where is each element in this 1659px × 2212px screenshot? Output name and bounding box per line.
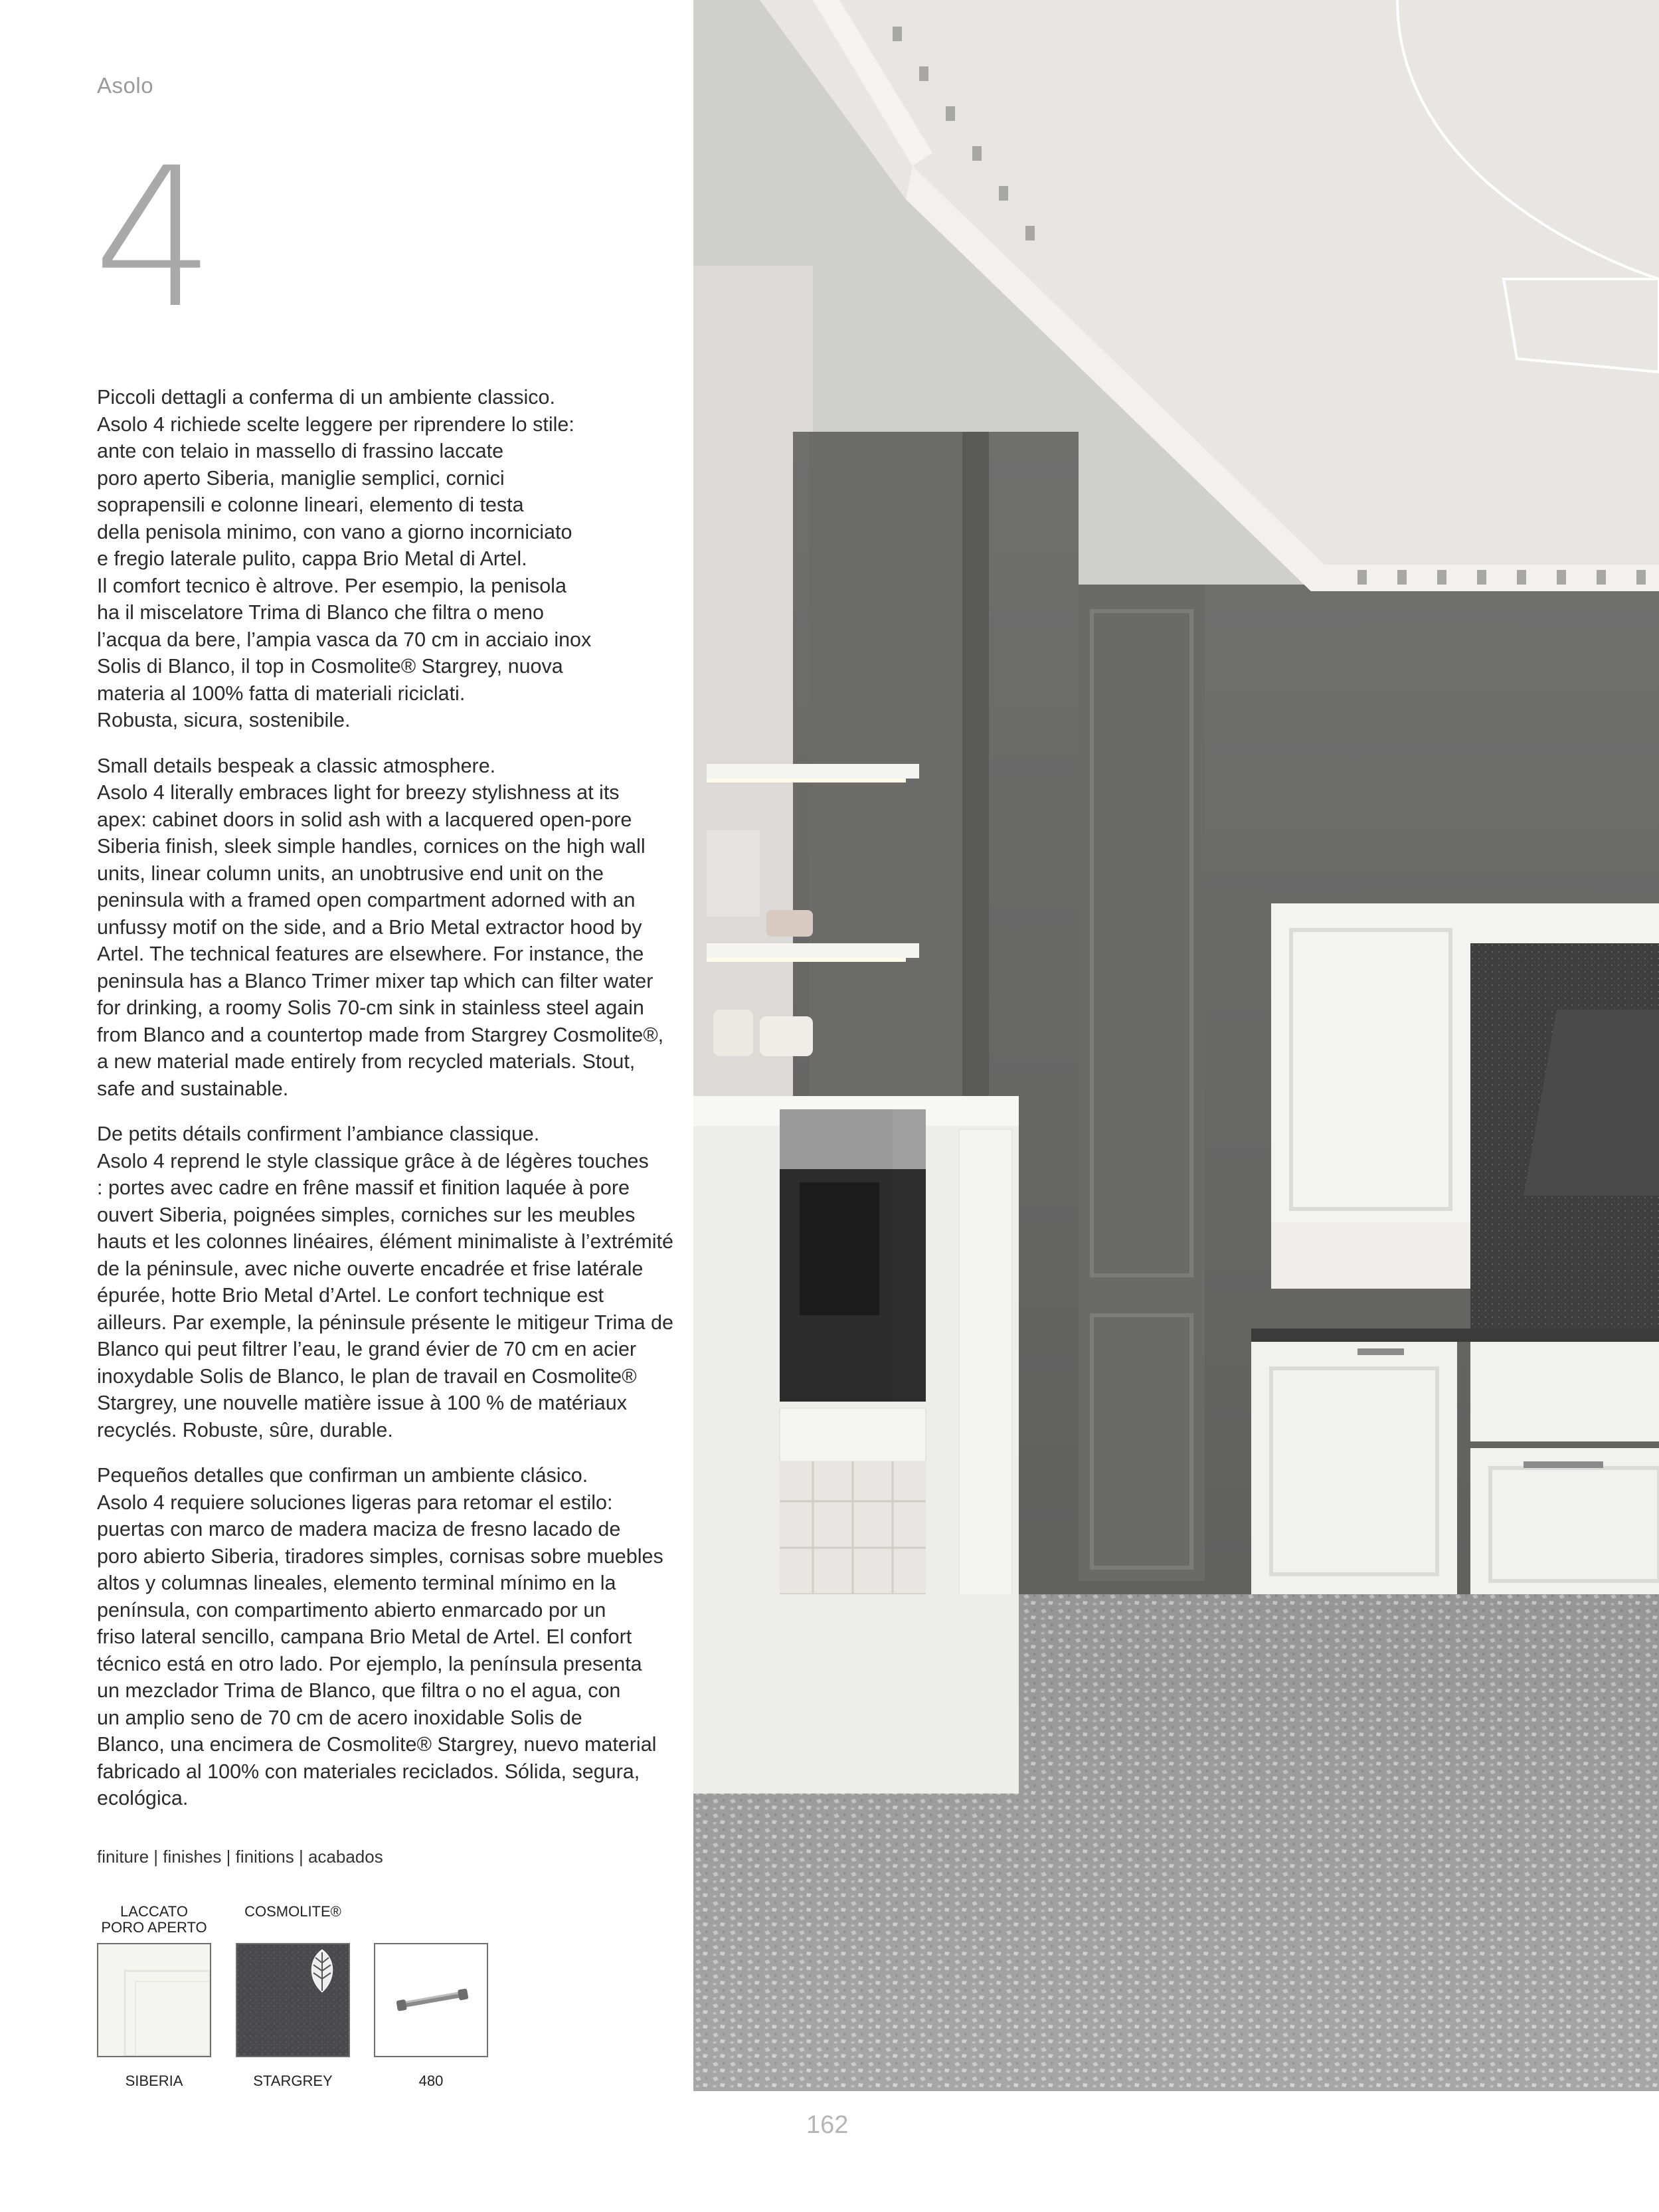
swatch-name-stargrey: STARGREY <box>253 2073 333 2089</box>
lacquer-door-sample <box>98 1944 210 2056</box>
swatch-stargrey <box>236 1943 350 2057</box>
stargrey-sample <box>237 1944 349 2056</box>
handle-icon <box>375 1944 487 2056</box>
kitchen-illustration <box>693 0 1659 2091</box>
swatch-name-siberia: SIBERIA <box>125 2073 183 2089</box>
swatch-siberia <box>97 1943 211 2057</box>
paragraph-italian: Piccoli dettagli a conferma di un ambiente classico. Asolo 4 richiede scelte leggere per riprendere lo stile: ante con telaio in massello di frassino laccate poro aperto Siberia, maniglie semplici, cornici soprapensili e colonne lineari, elemento di testa della penisola minimo, con vano a giorno incorniciato e fregio laterale pulito, cappa Brio Metal di Artel. Il comfort tecnico è altrove. Per esempio, la penisola ha il miscelatore Trima di Blanco che filtra o meno l’acqua da bere, l’ampia vasca da 70 cm in acciaio inox Solis di Blanco, il top in Cosmolite® Stargrey, nuova materia al 100% fatta di materiali riciclati. Robusta, sicura, sostenibile. <box>97 386 592 731</box>
brand-name: Asolo <box>97 73 154 98</box>
model-number: 4 <box>93 127 216 351</box>
paragraph-french: De petits détails confirment l’ambiance classique. Asolo 4 reprend le style classique grâce à de légères touches : portes avec cadre en frêne massif et finition laquée à pore ouvert Siberia, poignées simples, corniches sur les meubles hauts et les colonnes linéaires, élément minimaliste à l’extrémité de la péninsule, avec niche ouverte encadrée et frise latérale épurée, hotte Brio Metal d’Artel. Le confort technique est ailleurs. Par exemple, la péninsule présente le mitigeur Trima de Blanco qui peut filtrer l’eau, le grand évier de 70 cm en acier inoxydable Solis de Blanco, le plan de travail en Cosmolite® Stargrey, une nouvelle matière issue à 100 % de matériaux recyclés. Robuste, sûre, durable. <box>97 1123 673 1441</box>
finish-header-lacquer: LACCATO PORO APERTO <box>101 1903 207 1936</box>
paragraph-english: Small details bespeak a classic atmosphere. Asolo 4 literally embraces light for breezy stylishness at its apex: cabinet doors in solid ash with a lacquered open-pore Siberia finish, sleek simple handles, cornices on the high wall units, linear column units, an unobtrusive end unit on the peninsula with a framed open compartment adorned with an unfussy motif on the side, and a Brio Metal extractor hood by Artel. The technical features are elsewhere. For instance, the peninsula has a Blanco Trimer mixer tap which can filter water for drinking, a roomy Solis 70-cm sink in stainless steel again from Blanco and a countertop made from Stargrey Cosmolite®, a new material made entirely from recycled materials. Stout, safe and sustainable. <box>97 754 664 1100</box>
swatch-handle-480 <box>374 1943 488 2057</box>
page-number: 162 <box>806 2111 849 2139</box>
swatch-name-480: 480 <box>418 2073 444 2089</box>
kitchen-photo <box>693 0 1659 2091</box>
paragraph-spanish: Pequeños detalles que confirman un ambiente clásico. Asolo 4 requiere soluciones ligeras para retomar el estilo: puertas con marco de madera maciza de fresno lacado de poro abierto Siberia, tiradores simples, cornisas sobre muebles altos y columnas lineales, elemento terminal mínimo en la península, con compartimento abierto enmarcado por un friso lateral sencillo, campana Brio Metal de Artel. El confort técnico está en otro lado. Por ejemplo, la península presenta un mezclador Trima de Blanco, que filtra o no el agua, con un amplio seno de 70 cm de acero inoxidable Solis de Blanco, una encimera de Cosmolite® Stargrey, nuevo material fabricado al 100% con materiales reciclados. Sólida, segura, ecológica. <box>97 1464 663 1809</box>
description-column <box>97 384 675 1831</box>
finish-header-cosmolite: COSMOLITE® <box>244 1903 341 1920</box>
finishes-label: finiture | finishes | finitions | acabados <box>97 1847 383 1867</box>
